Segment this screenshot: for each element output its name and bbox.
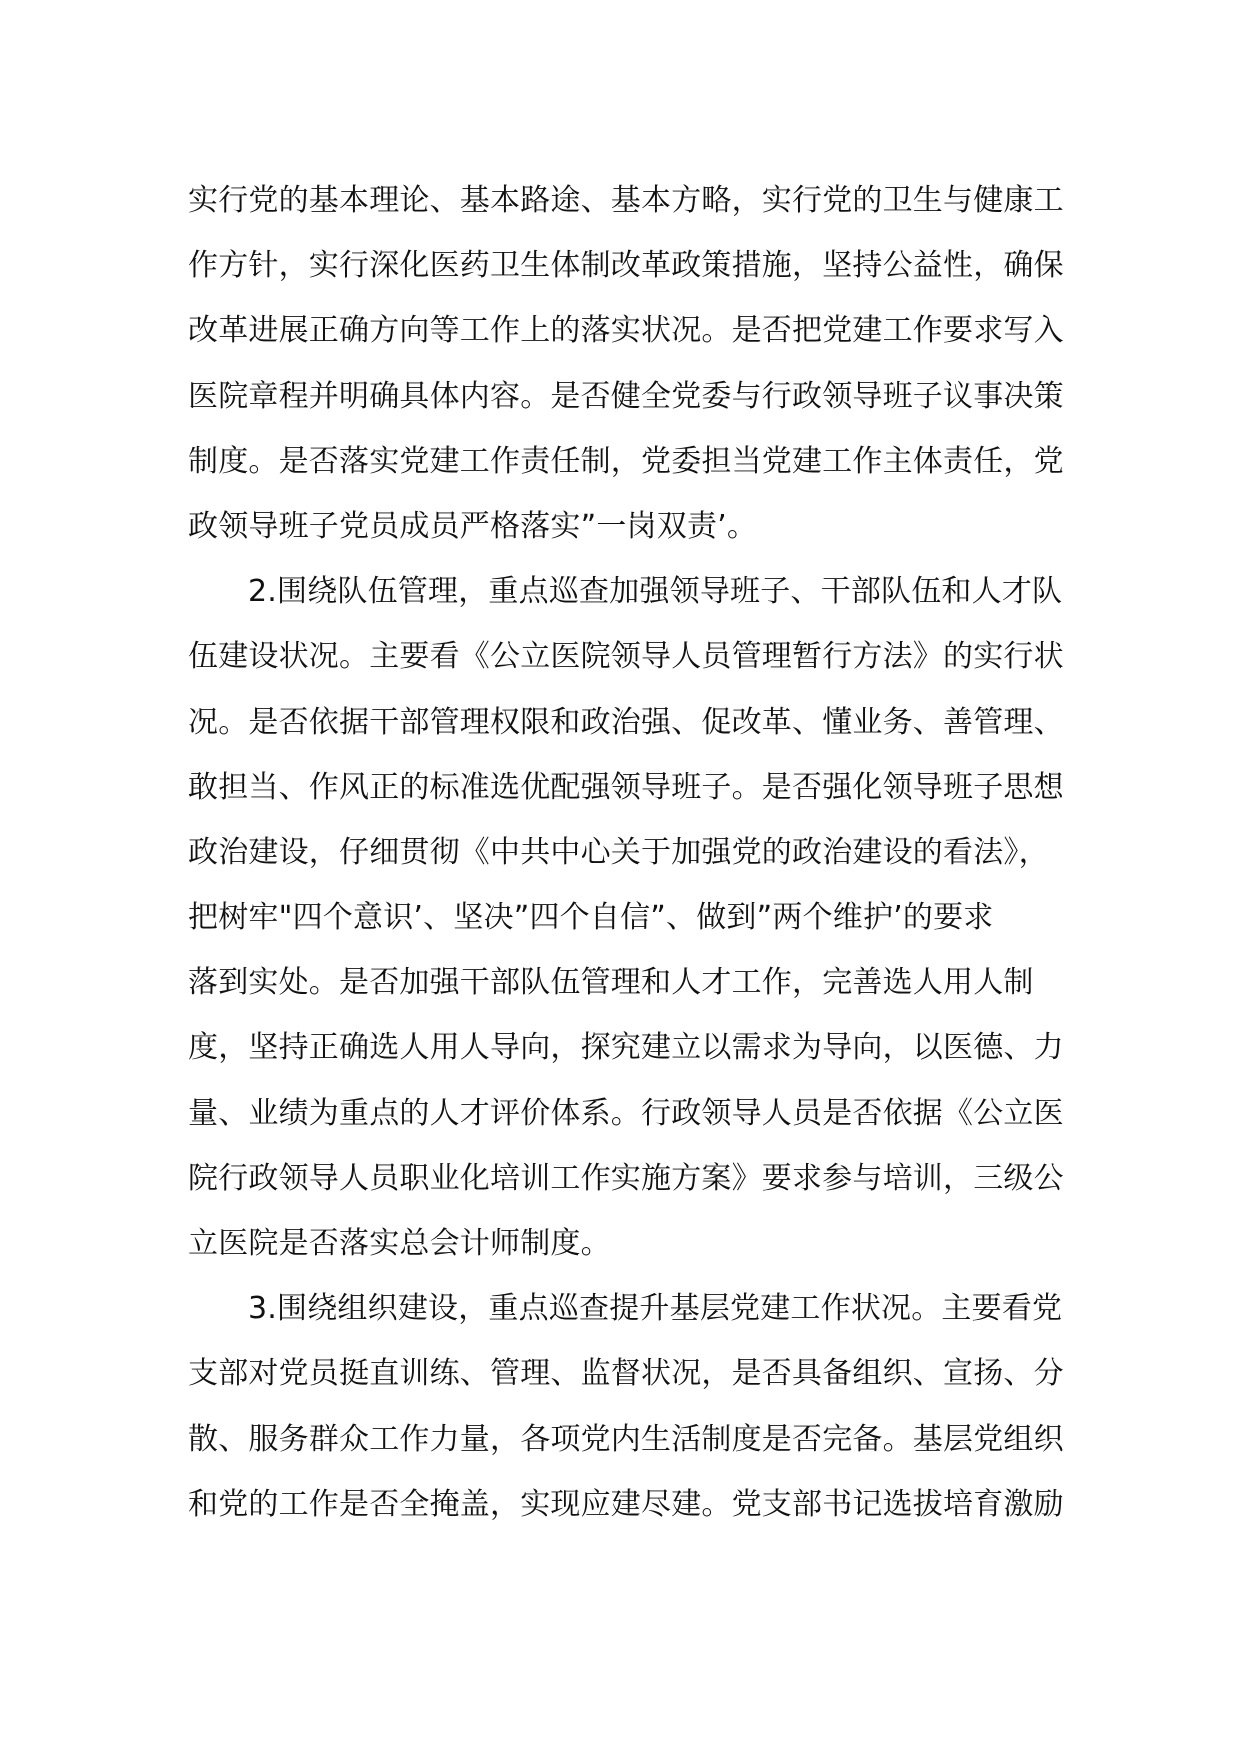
- text-line: 政领导班子党员成员严格落实”一岗双责’。: [188, 508, 758, 544]
- text-line: 实行党的基本理论、基本路途、基本方略，实行党的卫生与健康工: [188, 183, 1064, 218]
- text-line: 度，坚持正确选人用人导向，探究建立以需求为导向，以医德、力: [188, 1030, 1064, 1066]
- text-line: 2.围绕队伍管理，重点巡查加强领导班子、干部队伍和人才队: [248, 574, 1063, 610]
- paragraph-3: [188, 1276, 1068, 1537]
- text-line: 落到实处。是否加强干部队伍管理和人才工作，完善选人用人制: [188, 965, 1034, 1001]
- text-line: 3.围绕组织建设，重点巡查提升基层党建工作状况。主要看党: [248, 1291, 1063, 1327]
- text-line: 况。是否依据干部管理权限和政治强、促改革、懂业务、善管理、: [188, 704, 1064, 740]
- text-line: 把树牢"四个意识’、坚决”四个自信”、做到”两个维护’的要求: [188, 900, 994, 936]
- document-body: [188, 168, 1068, 1537]
- text-line: 支部对党员挺直训练、管理、监督状况，是否具备组织、宣扬、分: [188, 1356, 1064, 1392]
- text-line: 伍建设状况。主要看《公立医院领导人员管理暂行方法》的实行状: [188, 639, 1064, 675]
- text-line: 量、业绩为重点的人才评价体系。行政领导人员是否依据《公立医: [188, 1095, 1064, 1131]
- paragraph-1: [188, 168, 1068, 559]
- text-line: 立医院是否落实总会计师制度。: [188, 1226, 611, 1261]
- paragraph-2: [188, 559, 1068, 1276]
- text-line: 散、服务群众工作力量，各项党内生活制度是否完备。基层党组织: [188, 1421, 1064, 1457]
- text-line: 制度。是否落实党建工作责任制，党委担当党建工作主体责任，党: [188, 443, 1064, 479]
- text-line: 和党的工作是否全掩盖，实现应建尽建。党支部书记选拔培育激励: [188, 1486, 1064, 1522]
- text-line: 医院章程并明确具体内容。是否健全党委与行政领导班子议事决策: [188, 378, 1064, 414]
- text-line: 作方针，实行深化医药卫生体制改革政策措施，坚持公益性，确保: [188, 248, 1064, 284]
- text-line: 改革进展正确方向等工作上的落实状况。是否把党建工作要求写入: [188, 313, 1064, 349]
- text-line: 敢担当、作风正的标准选优配强领导班子。是否强化领导班子思想: [188, 769, 1064, 805]
- text-line: 院行政领导人员职业化培训工作实施方案》要求参与培训，三级公: [188, 1160, 1064, 1196]
- text-line: 政治建设，仔细贯彻《中共中心关于加强党的政治建设的看法》，: [188, 834, 1049, 870]
